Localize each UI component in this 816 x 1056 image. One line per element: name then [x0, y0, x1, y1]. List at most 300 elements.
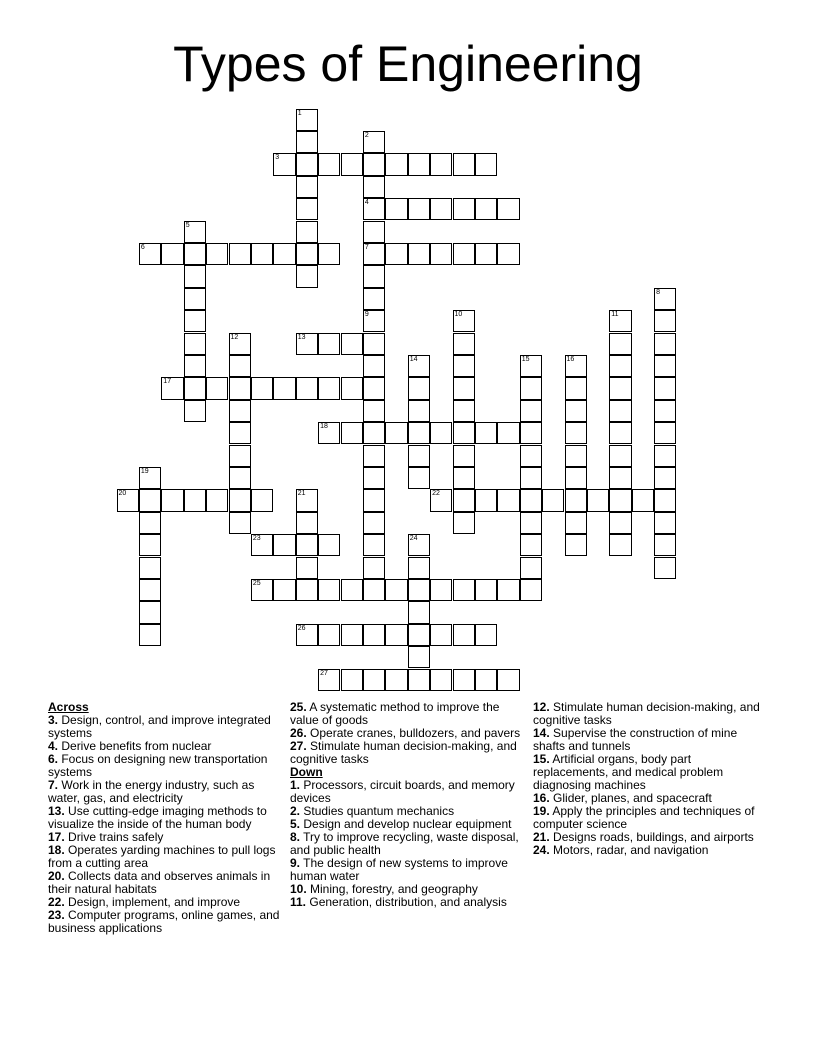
clue — [48, 714, 283, 740]
grid-cell[interactable] — [609, 310, 631, 332]
clue-heading: Down — [290, 765, 323, 779]
clue-label-number: 16. — [533, 791, 550, 805]
clue-label-number: 3. — [48, 713, 59, 727]
clue-number: 11 — [611, 311, 619, 319]
clue-number: 15 — [521, 355, 530, 363]
grid-cell[interactable] — [318, 243, 340, 265]
grid-cell[interactable] — [363, 422, 385, 444]
clue — [290, 857, 525, 883]
clue-text: Apply the principles and techniques of computer science — [533, 804, 755, 831]
grid-cell[interactable] — [229, 377, 251, 399]
grid-cell[interactable] — [296, 534, 318, 556]
clue-label-number: 1. — [290, 778, 301, 792]
grid-cell[interactable] — [318, 377, 340, 399]
grid-cell[interactable] — [318, 579, 340, 601]
grid-cell[interactable] — [318, 669, 340, 691]
grid-cell[interactable] — [430, 153, 452, 175]
grid-cell[interactable] — [184, 400, 206, 422]
grid-cell[interactable] — [251, 489, 273, 511]
grid-cell[interactable] — [296, 109, 318, 131]
grid-cell[interactable] — [229, 489, 251, 511]
grid-cell[interactable] — [565, 534, 587, 556]
grid-cell[interactable] — [296, 624, 318, 646]
grid-cell[interactable] — [520, 489, 542, 511]
clue-text: Designs roads, buildings, and airports — [549, 830, 754, 844]
grid-cell[interactable] — [318, 333, 340, 355]
clue-label-number: 7. — [48, 778, 59, 792]
clue-number: 6 — [140, 243, 145, 251]
grid-cell[interactable] — [363, 534, 385, 556]
grid-cell[interactable] — [139, 534, 161, 556]
grid-cell[interactable] — [408, 669, 430, 691]
grid-cell[interactable] — [475, 489, 497, 511]
grid-cell[interactable] — [609, 400, 631, 422]
grid-cell[interactable] — [453, 445, 475, 467]
grid-cell[interactable] — [318, 624, 340, 646]
grid-cell[interactable] — [363, 310, 385, 332]
grid-cell[interactable] — [609, 467, 631, 489]
grid-cell[interactable] — [430, 669, 452, 691]
grid-cell[interactable] — [497, 669, 519, 691]
grid-cell[interactable] — [475, 198, 497, 220]
clue-text: Design, control, and improve integrated systems — [48, 713, 271, 740]
grid-cell[interactable] — [520, 377, 542, 399]
clue-number: 21 — [297, 490, 306, 498]
grid-cell[interactable] — [363, 445, 385, 467]
clue-number: 22 — [432, 490, 440, 498]
clue-text: Motors, radar, and navigation — [549, 843, 709, 857]
grid-cell[interactable] — [363, 243, 385, 265]
clue-text: Glider, planes, and spacecraft — [549, 791, 712, 805]
grid-cell[interactable] — [296, 579, 318, 601]
grid-cell[interactable] — [296, 221, 318, 243]
grid-cell[interactable] — [654, 534, 676, 556]
grid-cell[interactable] — [453, 400, 475, 422]
clue-number: 4 — [364, 199, 369, 207]
grid-cell[interactable] — [363, 512, 385, 534]
grid-cell[interactable] — [296, 489, 318, 511]
grid-cell[interactable] — [184, 355, 206, 377]
grid-cell[interactable] — [363, 221, 385, 243]
grid-cell[interactable] — [363, 153, 385, 175]
grid-cell[interactable] — [565, 355, 587, 377]
clue-heading: Across — [48, 700, 89, 714]
grid-cell[interactable] — [453, 310, 475, 332]
grid-cell[interactable] — [408, 377, 430, 399]
grid-cell[interactable] — [520, 400, 542, 422]
grid-cell[interactable] — [654, 310, 676, 332]
grid-cell[interactable] — [139, 512, 161, 534]
grid-cell[interactable] — [475, 153, 497, 175]
grid-cell[interactable] — [408, 400, 430, 422]
clue-column-1 — [48, 701, 283, 935]
grid-cell[interactable] — [654, 467, 676, 489]
clue-label-number: 18. — [48, 843, 65, 857]
grid-cell[interactable] — [341, 422, 363, 444]
grid-cell[interactable] — [654, 512, 676, 534]
grid-cell[interactable] — [408, 601, 430, 623]
grid-cell[interactable] — [385, 579, 407, 601]
grid-cell[interactable] — [430, 624, 452, 646]
clue-label-number: 15. — [533, 752, 550, 766]
grid-cell[interactable] — [565, 377, 587, 399]
grid-cell[interactable] — [296, 333, 318, 355]
grid-cell[interactable] — [408, 243, 430, 265]
clue-text: Supervise the construction of mine shafts and tunnels — [533, 726, 738, 753]
clue — [290, 740, 525, 766]
grid-cell[interactable] — [139, 601, 161, 623]
clue-text: Operate cranes, bulldozers, and pavers — [306, 726, 521, 740]
grid-cell[interactable] — [497, 198, 519, 220]
clue-number: 17 — [163, 378, 172, 386]
clue — [48, 909, 283, 935]
grid-cell[interactable] — [385, 243, 407, 265]
grid-cell[interactable] — [520, 467, 542, 489]
grid-cell[interactable] — [520, 355, 542, 377]
clue — [290, 779, 525, 805]
grid-cell[interactable] — [453, 669, 475, 691]
clue-text: Focus on designing new transportation systems — [48, 752, 268, 779]
grid-cell[interactable] — [273, 153, 295, 175]
grid-cell[interactable] — [117, 489, 139, 511]
grid-cell[interactable] — [341, 377, 363, 399]
clue-label-number: 2. — [290, 804, 301, 818]
grid-cell[interactable] — [318, 534, 340, 556]
grid-cell[interactable] — [408, 534, 430, 556]
grid-cell[interactable] — [184, 377, 206, 399]
clue-number: 20 — [118, 490, 127, 498]
grid-cell[interactable] — [408, 557, 430, 579]
grid-cell[interactable] — [296, 557, 318, 579]
clue-text: Mining, forestry, and geography — [306, 882, 478, 896]
grid-cell[interactable] — [408, 467, 430, 489]
grid-cell[interactable] — [363, 467, 385, 489]
clue — [290, 701, 525, 727]
clue-text: Studies quantum mechanics — [300, 804, 455, 818]
clue-label-number: 4. — [48, 739, 59, 753]
clue — [48, 753, 283, 779]
grid-cell[interactable] — [184, 288, 206, 310]
grid-cell[interactable] — [430, 422, 452, 444]
grid-cell[interactable] — [273, 243, 295, 265]
clue — [48, 805, 283, 831]
clue-column-3 — [533, 701, 768, 857]
clue-label-number: 25. — [290, 700, 307, 714]
grid-cell[interactable] — [229, 445, 251, 467]
grid-cell[interactable] — [565, 445, 587, 467]
grid-cell[interactable] — [430, 198, 452, 220]
clue-label-number: 21. — [533, 830, 550, 844]
grid-cell[interactable] — [609, 333, 631, 355]
grid-cell[interactable] — [654, 445, 676, 467]
grid-cell[interactable] — [318, 422, 340, 444]
grid-cell[interactable] — [206, 243, 228, 265]
grid-cell[interactable] — [609, 445, 631, 467]
grid-cell[interactable] — [453, 467, 475, 489]
clue-label-number: 12. — [533, 700, 550, 714]
clue-label-number: 23. — [48, 908, 65, 922]
grid-cell[interactable] — [229, 243, 251, 265]
grid-cell[interactable] — [229, 512, 251, 534]
grid-cell[interactable] — [363, 288, 385, 310]
clue-number: 16 — [566, 355, 575, 363]
clue-number: 10 — [454, 311, 463, 319]
grid-cell[interactable] — [161, 489, 183, 511]
clue — [48, 870, 283, 896]
grid-cell[interactable] — [408, 646, 430, 668]
clue-number: 19 — [140, 467, 149, 475]
clue-label-number: 24. — [533, 843, 550, 857]
clue-number: 24 — [409, 535, 418, 543]
clue — [48, 844, 283, 870]
grid-cell[interactable] — [363, 557, 385, 579]
grid-cell[interactable] — [273, 534, 295, 556]
clue — [290, 831, 525, 857]
grid-cell[interactable] — [430, 579, 452, 601]
grid-cell[interactable] — [296, 153, 318, 175]
grid-cell[interactable] — [184, 221, 206, 243]
grid-cell[interactable] — [654, 377, 676, 399]
grid-cell[interactable] — [229, 467, 251, 489]
grid-cell[interactable] — [453, 489, 475, 511]
grid-cell[interactable] — [453, 624, 475, 646]
clue-label-number: 5. — [290, 817, 301, 831]
clue-number: 23 — [252, 535, 261, 543]
grid-cell[interactable] — [341, 624, 363, 646]
grid-cell[interactable] — [184, 243, 206, 265]
grid-cell[interactable] — [453, 243, 475, 265]
clue-number: 12 — [230, 333, 239, 341]
grid-cell[interactable] — [542, 489, 564, 511]
grid-cell[interactable] — [520, 579, 542, 601]
grid-cell[interactable] — [363, 400, 385, 422]
grid-cell[interactable] — [565, 400, 587, 422]
grid-cell[interactable] — [363, 176, 385, 198]
grid-cell[interactable] — [408, 624, 430, 646]
grid-cell[interactable] — [229, 333, 251, 355]
grid-cell[interactable] — [408, 355, 430, 377]
clue — [533, 727, 768, 753]
grid-cell[interactable] — [520, 512, 542, 534]
grid-cell[interactable] — [654, 557, 676, 579]
grid-cell[interactable] — [654, 489, 676, 511]
grid-cell[interactable] — [341, 669, 363, 691]
grid-cell[interactable] — [475, 243, 497, 265]
grid-cell[interactable] — [251, 377, 273, 399]
grid-cell[interactable] — [363, 579, 385, 601]
clue-text: Design and develop nuclear equipment — [300, 817, 512, 831]
grid-cell[interactable] — [363, 669, 385, 691]
grid-cell[interactable] — [206, 489, 228, 511]
grid-cell[interactable] — [408, 579, 430, 601]
grid-cell[interactable] — [654, 400, 676, 422]
grid-cell[interactable] — [609, 377, 631, 399]
grid-cell[interactable] — [385, 624, 407, 646]
grid-cell[interactable] — [475, 579, 497, 601]
grid-cell[interactable] — [229, 422, 251, 444]
clue-text: Collects data and observes animals in their natural habitats — [48, 869, 271, 896]
grid-cell[interactable] — [273, 377, 295, 399]
grid-cell[interactable] — [363, 624, 385, 646]
grid-cell[interactable] — [363, 198, 385, 220]
grid-cell[interactable] — [475, 669, 497, 691]
grid-cell[interactable] — [609, 512, 631, 534]
clue-number: 25 — [252, 579, 261, 587]
grid-cell[interactable] — [363, 333, 385, 355]
grid-cell[interactable] — [654, 355, 676, 377]
grid-cell[interactable] — [296, 198, 318, 220]
clue-number: 9 — [364, 311, 369, 319]
clue-label-number: 22. — [48, 895, 65, 909]
grid-cell[interactable] — [139, 243, 161, 265]
grid-cell[interactable] — [520, 557, 542, 579]
clue-label-number: 11. — [290, 895, 307, 909]
grid-cell[interactable] — [520, 445, 542, 467]
grid-cell[interactable] — [341, 333, 363, 355]
grid-cell[interactable] — [296, 512, 318, 534]
grid-cell[interactable] — [385, 669, 407, 691]
clue-label-number: 6. — [48, 752, 59, 766]
grid-cell[interactable] — [296, 131, 318, 153]
grid-cell[interactable] — [139, 624, 161, 646]
grid-cell[interactable] — [475, 422, 497, 444]
grid-cell[interactable] — [520, 422, 542, 444]
grid-cell[interactable] — [609, 534, 631, 556]
clue — [290, 896, 525, 909]
clue — [533, 753, 768, 792]
grid-cell[interactable] — [184, 333, 206, 355]
grid-cell[interactable] — [229, 400, 251, 422]
clue — [48, 779, 283, 805]
grid-cell[interactable] — [385, 198, 407, 220]
clue-label-number: 8. — [290, 830, 301, 844]
clue-text: Drive trains safely — [64, 830, 164, 844]
clue-label-number: 20. — [48, 869, 65, 883]
grid-cell[interactable] — [453, 512, 475, 534]
grid-cell[interactable] — [497, 422, 519, 444]
grid-cell[interactable] — [565, 467, 587, 489]
grid-cell[interactable] — [609, 355, 631, 377]
grid-cell[interactable] — [475, 624, 497, 646]
grid-cell[interactable] — [296, 377, 318, 399]
grid-cell[interactable] — [654, 288, 676, 310]
clue-text: Derive benefits from nuclear — [58, 739, 212, 753]
grid-cell[interactable] — [520, 534, 542, 556]
grid-cell[interactable] — [453, 579, 475, 601]
clue — [533, 701, 768, 727]
clue-label-number: 13. — [48, 804, 65, 818]
grid-cell[interactable] — [139, 489, 161, 511]
grid-cell[interactable] — [565, 489, 587, 511]
grid-cell[interactable] — [565, 512, 587, 534]
grid-cell[interactable] — [184, 265, 206, 287]
clue-number: 3 — [275, 154, 280, 162]
grid-cell[interactable] — [565, 422, 587, 444]
grid-cell[interactable] — [363, 489, 385, 511]
grid-cell[interactable] — [408, 153, 430, 175]
grid-cell[interactable] — [296, 243, 318, 265]
clue-text: Processors, circuit boards, and memory devices — [290, 778, 515, 805]
grid-cell[interactable] — [296, 176, 318, 198]
clue-label-number: 17. — [48, 830, 65, 844]
grid-cell[interactable] — [497, 243, 519, 265]
grid-cell[interactable] — [341, 153, 363, 175]
grid-cell[interactable] — [453, 153, 475, 175]
grid-cell[interactable] — [251, 579, 273, 601]
clue-text: Design, implement, and improve — [64, 895, 241, 909]
clue-text: Stimulate human decision-making, and cognitive tasks — [533, 700, 760, 727]
clue-number: 1 — [297, 109, 302, 117]
grid-cell[interactable] — [363, 131, 385, 153]
clue-label-number: 14. — [533, 726, 550, 740]
grid-cell[interactable] — [408, 422, 430, 444]
grid-cell[interactable] — [453, 422, 475, 444]
clue-label-number: 9. — [290, 856, 301, 870]
grid-cell[interactable] — [430, 243, 452, 265]
grid-cell[interactable] — [184, 310, 206, 332]
clue-text: A systematic method to improve the value of goods — [290, 700, 500, 727]
clue-text: Computer programs, online games, and business applications — [48, 908, 280, 935]
grid-cell[interactable] — [453, 377, 475, 399]
grid-cell[interactable] — [363, 265, 385, 287]
page-title: Types of Engineering — [173, 36, 643, 92]
grid-cell[interactable] — [632, 489, 654, 511]
clue-text: Operates yarding machines to pull logs from a cutting area — [48, 843, 276, 870]
grid-cell[interactable] — [139, 467, 161, 489]
grid-cell[interactable] — [206, 377, 228, 399]
clue-number: 2 — [364, 131, 369, 139]
grid-cell[interactable] — [654, 422, 676, 444]
grid-cell[interactable] — [161, 243, 183, 265]
grid-cell[interactable] — [229, 355, 251, 377]
grid-cell[interactable] — [273, 579, 295, 601]
grid-cell[interactable] — [318, 153, 340, 175]
clue-label-number: 27. — [290, 739, 307, 753]
grid-cell[interactable] — [497, 489, 519, 511]
grid-cell[interactable] — [453, 333, 475, 355]
grid-cell[interactable] — [408, 198, 430, 220]
clue-text: Artificial organs, body part replacements, and medical problem diagnosing machines — [533, 752, 724, 792]
grid-cell[interactable] — [430, 489, 452, 511]
grid-cell[interactable] — [363, 355, 385, 377]
grid-cell[interactable] — [363, 377, 385, 399]
grid-cell[interactable] — [139, 557, 161, 579]
grid-cell[interactable] — [609, 489, 631, 511]
grid-cell[interactable] — [251, 243, 273, 265]
clue-text: Use cutting-edge imaging methods to visualize the inside of the human body — [48, 804, 267, 831]
grid-cell[interactable] — [139, 579, 161, 601]
grid-cell[interactable] — [251, 534, 273, 556]
clue-number: 18 — [320, 423, 328, 431]
grid-cell[interactable] — [654, 333, 676, 355]
clue-label-number: 10. — [290, 882, 307, 896]
grid-cell[interactable] — [453, 355, 475, 377]
grid-cell[interactable] — [408, 445, 430, 467]
grid-cell[interactable] — [497, 579, 519, 601]
grid-cell[interactable] — [184, 489, 206, 511]
grid-cell[interactable] — [453, 198, 475, 220]
clue-text: Stimulate human decision-making, and cognitive tasks — [290, 739, 517, 766]
grid-cell[interactable] — [161, 377, 183, 399]
grid-cell[interactable] — [609, 422, 631, 444]
grid-cell[interactable] — [341, 579, 363, 601]
grid-cell[interactable] — [587, 489, 609, 511]
grid-cell[interactable] — [296, 265, 318, 287]
grid-cell[interactable] — [385, 153, 407, 175]
clue-column-2 — [290, 701, 525, 909]
clue-number: 7 — [364, 243, 369, 251]
grid-cell[interactable] — [385, 422, 407, 444]
